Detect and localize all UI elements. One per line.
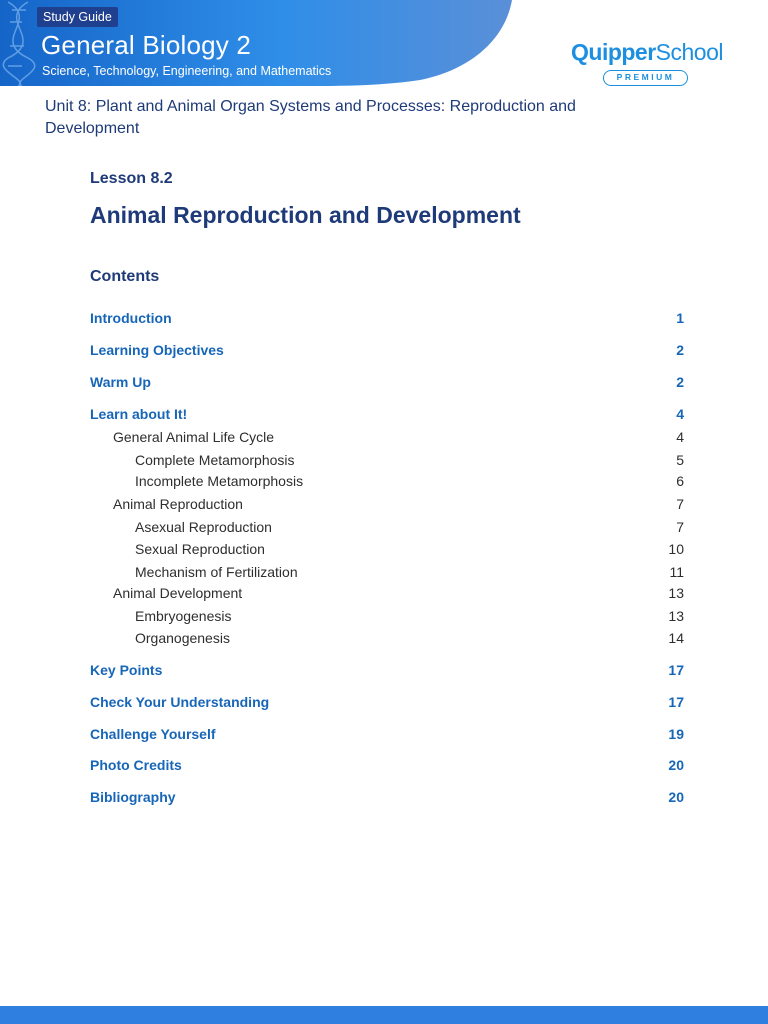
toc-item-label[interactable]: Key Points [90, 662, 163, 678]
premium-badge: PREMIUM [603, 70, 688, 86]
toc-item-label[interactable]: Warm Up [90, 374, 151, 390]
lesson-title: Animal Reproduction and Development [90, 202, 521, 228]
toc-item-label[interactable]: Check Your Understanding [90, 694, 270, 710]
toc-item-page[interactable]: 1 [676, 310, 684, 326]
toc-item-page: 7 [676, 519, 684, 535]
course-title: General Biology 2 [41, 30, 252, 60]
toc-item-page: 13 [668, 585, 684, 601]
toc-item-page: 7 [676, 496, 684, 512]
toc-item-label: Asexual Reproduction [135, 519, 272, 535]
toc-item-label: Embryogenesis [135, 608, 232, 624]
toc-item [90, 628, 684, 648]
toc-item-label: Sexual Reproduction [135, 541, 265, 557]
toc-item-page: 6 [676, 473, 684, 489]
study-guide-badge: Study Guide [37, 7, 118, 27]
toc-item-page[interactable]: 20 [668, 757, 684, 773]
toc-item [90, 427, 684, 447]
toc-item-label: Animal Development [113, 585, 243, 601]
logo-brand-school: School [655, 39, 723, 65]
toc-item-page[interactable]: 20 [668, 789, 684, 805]
toc-item-label: Animal Reproduction [113, 496, 243, 512]
toc-item-label[interactable]: Learning Objectives [90, 342, 224, 358]
toc-item-label[interactable]: Introduction [90, 310, 172, 326]
toc-item[interactable] [90, 724, 684, 744]
toc-item-page: 10 [668, 541, 684, 557]
toc-item-label: Incomplete Metamorphosis [135, 473, 304, 489]
logo-wordmark [571, 38, 731, 66]
toc-item [90, 494, 684, 514]
toc-item [90, 517, 684, 537]
toc-item[interactable] [90, 308, 684, 328]
toc-item-label: Complete Metamorphosis [135, 452, 295, 468]
contents-heading: Contents [90, 268, 160, 285]
toc-item [90, 471, 684, 491]
toc-item-label: Mechanism of Fertilization [135, 564, 298, 580]
toc-item-label[interactable]: Learn about It! [90, 406, 188, 422]
unit-title: Unit 8: Plant and Animal Organ Systems and Processes: Reproduction and Development [45, 98, 576, 137]
toc-item-label: General Animal Life Cycle [113, 429, 275, 445]
toc-item [90, 562, 684, 582]
toc-item [90, 539, 684, 559]
toc-item-label[interactable]: Photo Credits [90, 757, 182, 773]
toc-item-page: 5 [676, 452, 684, 468]
toc-item[interactable] [90, 404, 684, 424]
footer-bar [0, 1006, 768, 1024]
toc-item-page[interactable]: 17 [668, 662, 684, 678]
logo-brand-quipper: Quipper [571, 39, 656, 65]
toc-item-page[interactable]: 2 [676, 342, 684, 358]
toc-item [90, 450, 684, 470]
toc-item[interactable] [90, 787, 684, 807]
toc-item-label[interactable]: Challenge Yourself [90, 726, 216, 742]
toc-item-label[interactable]: Bibliography [90, 789, 176, 805]
toc-item-page[interactable]: 17 [668, 694, 684, 710]
toc-item-page: 14 [668, 630, 684, 646]
toc-item [90, 583, 684, 603]
lesson-number: Lesson 8.2 [90, 170, 173, 187]
toc-item[interactable] [90, 692, 684, 712]
toc-item-page[interactable]: 4 [676, 406, 684, 422]
quipper-school-logo [571, 38, 731, 90]
toc-item-page[interactable]: 2 [676, 374, 684, 390]
toc-item[interactable] [90, 372, 684, 392]
toc-item[interactable] [90, 755, 684, 775]
toc-item-page: 11 [669, 564, 684, 580]
toc-item-page: 13 [668, 608, 684, 624]
toc-item-page: 4 [676, 429, 684, 445]
toc-item-label: Organogenesis [135, 630, 230, 646]
toc-item [90, 606, 684, 626]
toc-item-page[interactable]: 19 [668, 726, 684, 742]
toc-item[interactable] [90, 340, 684, 360]
course-subtitle: Science, Technology, Engineering, and Mathematics [42, 64, 332, 78]
toc-item[interactable] [90, 660, 684, 680]
